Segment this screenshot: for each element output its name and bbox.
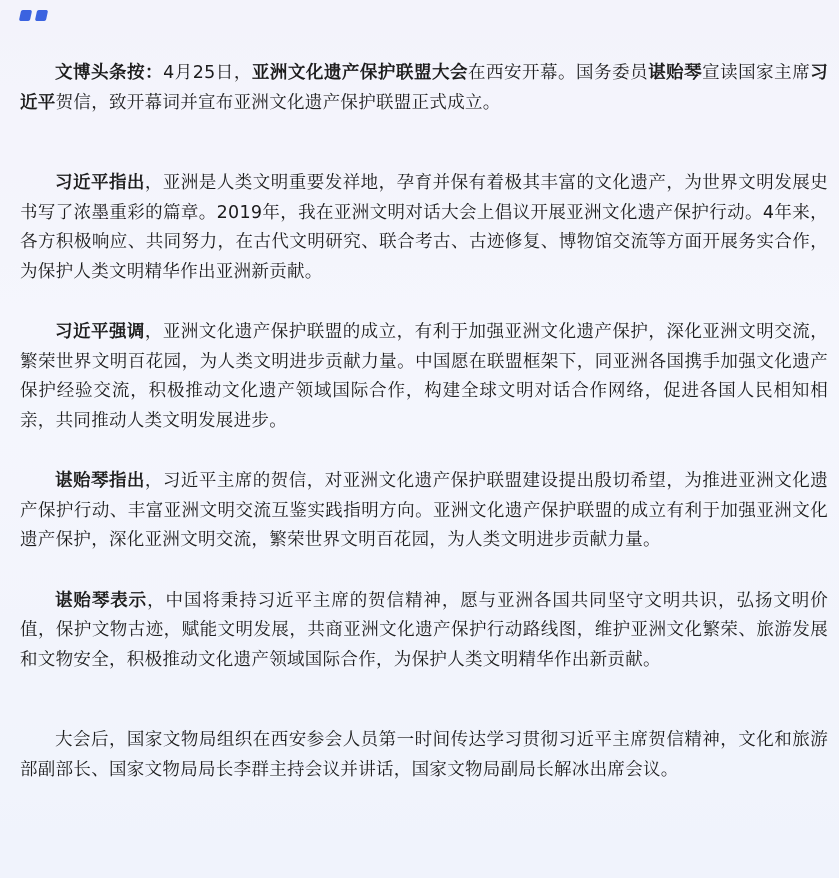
- paragraph-lead: 习近平指出: [55, 173, 145, 193]
- header-decoration: [20, 10, 47, 21]
- paragraph-intro: [20, 59, 828, 118]
- text-span: 大会后，国家文物局组织在西安参会人员第一时间传达学习贯彻习近平主席贺信精神，文化和旅游部副部长、国家文物局局长李群主持会议并讲话，国家文物局副局长解冰出席会议。: [20, 730, 828, 780]
- person-name: 习近平: [20, 63, 829, 113]
- person-name: 谌贻琴: [648, 63, 703, 83]
- text-span: 4月25日，: [163, 63, 252, 83]
- paragraph-shen-points-out: [20, 467, 828, 556]
- event-name: 亚洲文化遗产保护联盟大会: [251, 63, 468, 83]
- paragraph-shen-states: [20, 587, 828, 676]
- text-span: ，亚洲是人类文明重要发祥地，孕育并保有着极其丰富的文化遗产，为世界文明发展史书写了浓墨重彩的篇章。2019年，我在亚洲文明对话大会上倡议开展亚洲文化遗产保护行动。4年来，各方积极响应、共同努力，在古代文明研究、联合考古、古迹修复、博物馆交流等方面开展务实合作，为保护人类文明精华作出亚洲新贡献。: [20, 173, 828, 282]
- paragraph-lead: 谌贻琴指出: [55, 471, 145, 491]
- paragraph-xi-points-out: [20, 169, 828, 287]
- paragraph-lead: 习近平强调: [55, 322, 145, 342]
- text-span: 贺信，致开幕词并宣布亚洲文化遗产保护联盟正式成立。: [55, 92, 501, 113]
- lead-label: 文博头条按：: [55, 63, 164, 83]
- text-span: 在西安开幕。国务委员: [467, 63, 649, 83]
- text-span: ，中国将秉持习近平主席的贺信精神，愿与亚洲各国共同坚守文明共识，弘扬文明价值，保护文物古迹，赋能文明发展，共商亚洲文化遗产保护行动路线图，维护亚洲文化繁荣、旅游发展和文物安全，积极推动文化遗产领域国际合作，为保护人类文明精华作出新贡献。: [20, 590, 829, 670]
- paragraph-xi-emphasizes: [20, 318, 828, 436]
- paragraph-lead: 谌贻琴表示: [55, 590, 148, 611]
- decor-mark-2: [35, 10, 48, 21]
- text-span: 宣读国家主席: [702, 63, 811, 83]
- paragraph-after-meeting: [20, 726, 828, 785]
- text-span: ，亚洲文化遗产保护联盟的成立，有利于加强亚洲文化遗产保护，深化亚洲文明交流，繁荣世界文明百花园，为人类文明进步贡献力量。中国愿在联盟框架下，同亚洲各国携手加强文化遗产保护经验交流，积极推动文化遗产领域国际合作，构建全球文明对话合作网络，促进各国人民相知相亲，共同推动人类文明发展进步。: [20, 322, 828, 431]
- decor-mark-1: [19, 10, 32, 21]
- article-body: [20, 59, 828, 785]
- text-span: ，习近平主席的贺信，对亚洲文化遗产保护联盟建设提出殷切希望，为推进亚洲文化遗产保护行动、丰富亚洲文明交流互鉴实践指明方向。亚洲文化遗产保护联盟的成立有利于加强亚洲文化遗产保护，深化亚洲文明交流，繁荣世界文明百花园，为人类文明进步贡献力量。: [20, 471, 828, 550]
